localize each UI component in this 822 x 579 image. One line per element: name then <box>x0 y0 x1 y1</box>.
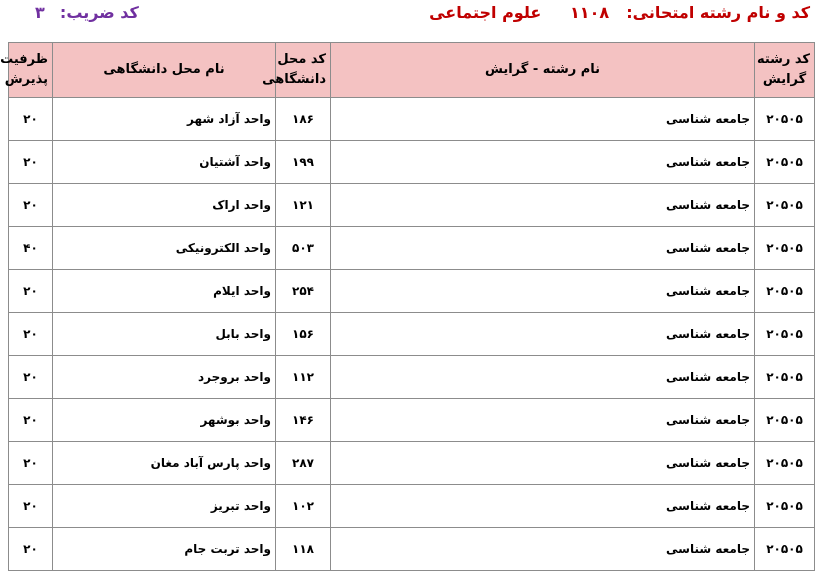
uni-name-cell: واحد بوشهر <box>53 399 276 442</box>
uni-code-cell: ۱۲۱ <box>276 184 331 227</box>
uni-name-cell: واحد آشتیان <box>53 141 276 184</box>
capacity-cell: ۲۰ <box>9 141 53 184</box>
table-row <box>9 184 815 227</box>
exam-label: کد و نام رشته امتحانی: <box>626 3 810 22</box>
capacity-cell: ۲۰ <box>9 528 53 571</box>
field-code-cell: ۲۰۵۰۵ <box>755 270 815 313</box>
capacity-cell: ۲۰ <box>9 313 53 356</box>
capacity-cell: ۲۰ <box>9 98 53 141</box>
uni-code-cell: ۵۰۳ <box>276 227 331 270</box>
table-row <box>9 313 815 356</box>
col-uni-name: نام محل دانشگاهی <box>53 43 276 98</box>
uni-name-cell: واحد الکترونیکی <box>53 227 276 270</box>
field-code-cell: ۲۰۵۰۵ <box>755 356 815 399</box>
capacity-cell: ۲۰ <box>9 270 53 313</box>
uni-code-cell: ۱۰۲ <box>276 485 331 528</box>
uni-name-cell: واحد تبریز <box>53 485 276 528</box>
exam-code: ۱۱۰۸ <box>570 3 610 22</box>
field-code-cell: ۲۰۵۰۵ <box>755 485 815 528</box>
capacity-cell: ۲۰ <box>9 442 53 485</box>
uni-code-cell: ۱۴۶ <box>276 399 331 442</box>
col-uni-code: کد محل دانشگاهی <box>276 43 331 98</box>
table-row <box>9 399 815 442</box>
field-code-cell: ۲۰۵۰۵ <box>755 313 815 356</box>
col-field-code: کد رشته گرایش <box>755 43 815 98</box>
field-code-cell: ۲۰۵۰۵ <box>755 399 815 442</box>
uni-name-cell: واحد پارس آباد مغان <box>53 442 276 485</box>
table-row <box>9 98 815 141</box>
field-name-cell: جامعه شناسی <box>331 399 755 442</box>
uni-code-cell: ۱۱۸ <box>276 528 331 571</box>
uni-code-cell: ۱۵۶ <box>276 313 331 356</box>
field-name-cell: جامعه شناسی <box>331 184 755 227</box>
table-row <box>9 141 815 184</box>
uni-code-cell: ۲۸۷ <box>276 442 331 485</box>
table-row <box>9 270 815 313</box>
field-code-cell: ۲۰۵۰۵ <box>755 227 815 270</box>
uni-code-cell: ۱۱۲ <box>276 356 331 399</box>
field-code-cell: ۲۰۵۰۵ <box>755 528 815 571</box>
uni-code-cell: ۲۵۴ <box>276 270 331 313</box>
uni-name-cell: واحد بروجرد <box>53 356 276 399</box>
exam-name: علوم اجتماعی <box>429 3 542 22</box>
field-name-cell: جامعه شناسی <box>331 528 755 571</box>
uni-code-cell: ۱۸۶ <box>276 98 331 141</box>
coef-value: ۳ <box>35 3 45 22</box>
capacity-cell: ۲۰ <box>9 485 53 528</box>
uni-name-cell: واحد اراک <box>53 184 276 227</box>
field-code-cell: ۲۰۵۰۵ <box>755 184 815 227</box>
capacity-cell: ۲۰ <box>9 184 53 227</box>
field-name-cell: جامعه شناسی <box>331 270 755 313</box>
col-capacity: ظرفیت پذیرش <box>9 43 53 98</box>
table-row <box>9 528 815 571</box>
capacity-cell: ۲۰ <box>9 399 53 442</box>
uni-code-cell: ۱۹۹ <box>276 141 331 184</box>
uni-name-cell: واحد آزاد شهر <box>53 98 276 141</box>
table-row <box>9 485 815 528</box>
table-header-row <box>9 43 815 98</box>
field-code-cell: ۲۰۵۰۵ <box>755 141 815 184</box>
uni-name-cell: واحد تربت جام <box>53 528 276 571</box>
coef-label: کد ضریب: <box>59 3 139 22</box>
exam-title <box>429 3 810 22</box>
uni-name-cell: واحد بابل <box>53 313 276 356</box>
field-name-cell: جامعه شناسی <box>331 485 755 528</box>
field-name-cell: جامعه شناسی <box>331 442 755 485</box>
table-row <box>9 356 815 399</box>
table-row <box>9 442 815 485</box>
capacity-cell: ۴۰ <box>9 227 53 270</box>
field-name-cell: جامعه شناسی <box>331 98 755 141</box>
admissions-table <box>0 42 815 571</box>
uni-name-cell: واحد ایلام <box>53 270 276 313</box>
field-name-cell: جامعه شناسی <box>331 141 755 184</box>
capacity-cell: ۲۰ <box>9 356 53 399</box>
field-name-cell: جامعه شناسی <box>331 356 755 399</box>
field-code-cell: ۲۰۵۰۵ <box>755 98 815 141</box>
page-header <box>1 0 822 34</box>
field-name-cell: جامعه شناسی <box>331 313 755 356</box>
field-name-cell: جامعه شناسی <box>331 227 755 270</box>
table-row <box>9 227 815 270</box>
coefficient <box>35 3 139 22</box>
field-code-cell: ۲۰۵۰۵ <box>755 442 815 485</box>
col-field-name: نام رشته - گرایش <box>331 43 755 98</box>
